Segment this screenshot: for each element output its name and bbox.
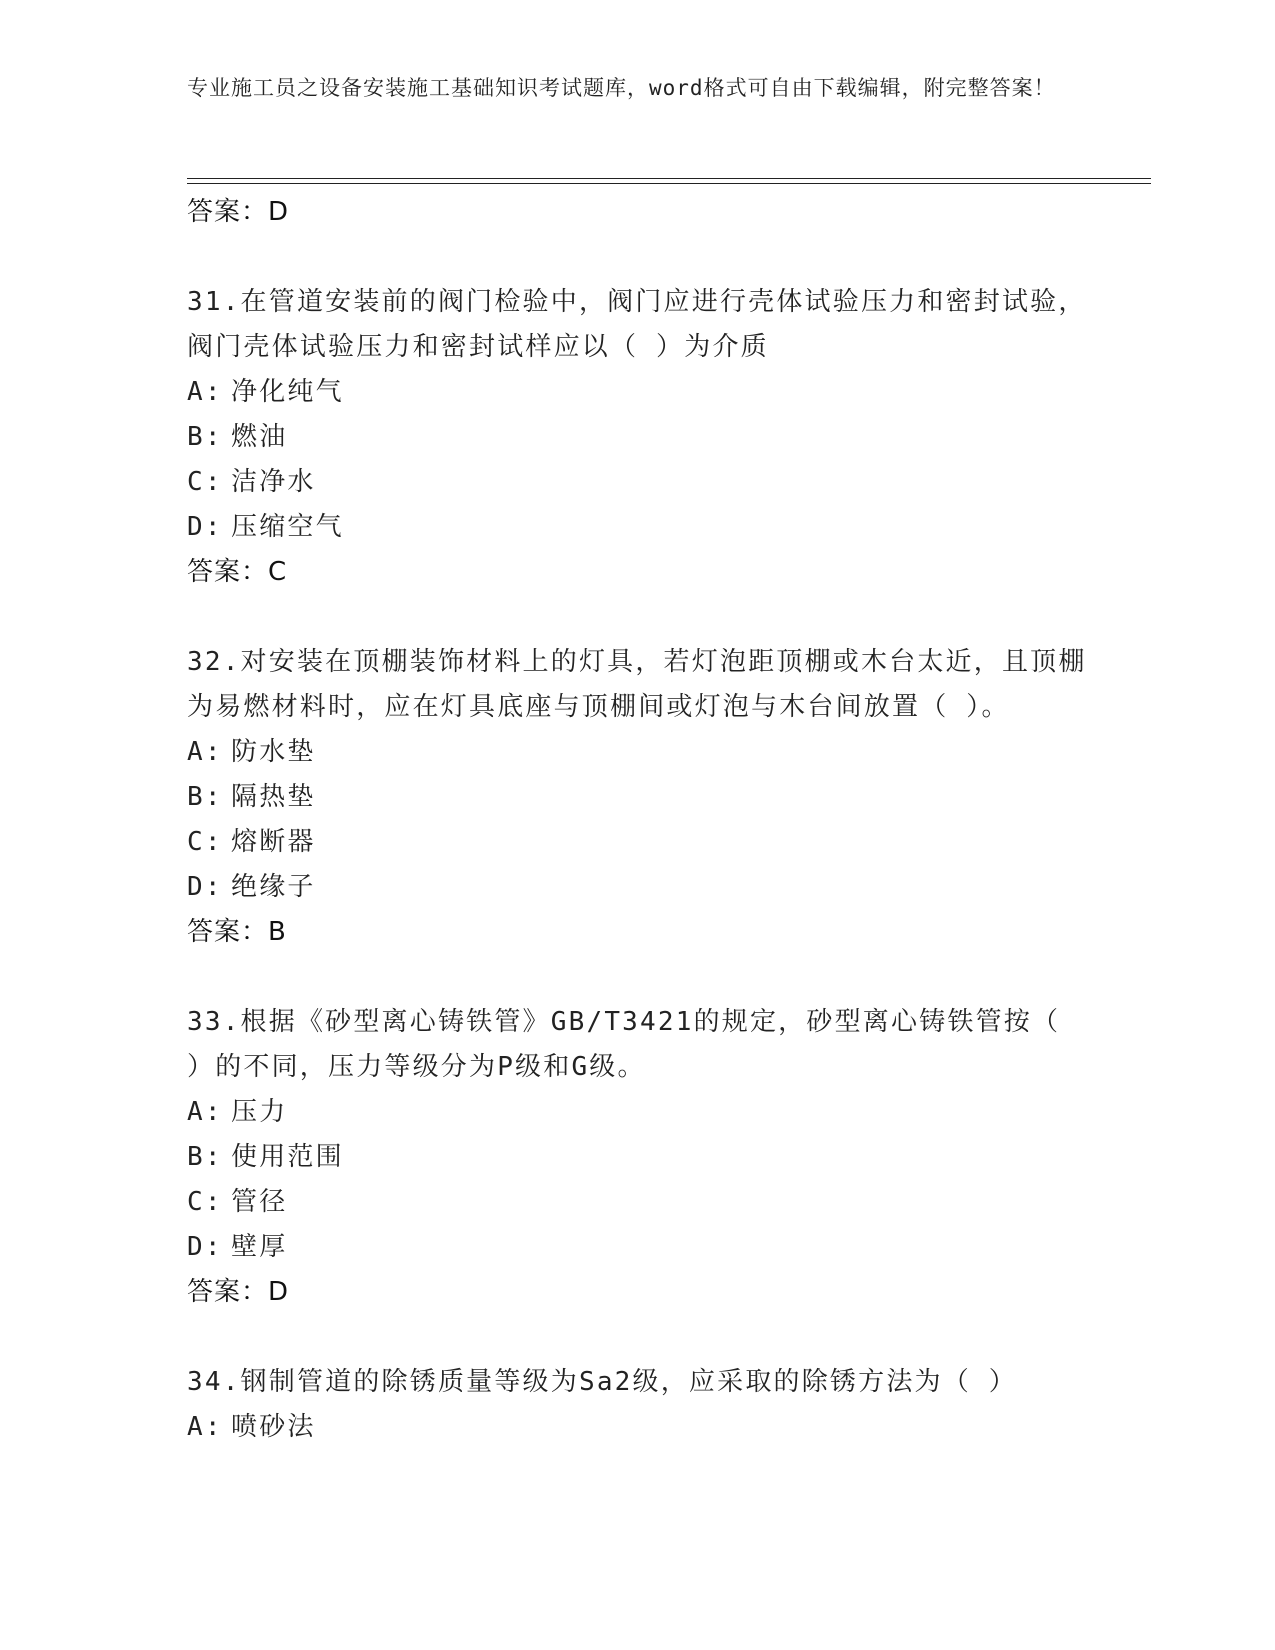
option-letter: B: — [187, 422, 223, 452]
question-list — [187, 190, 1087, 1450]
option-letter: B: — [187, 782, 223, 812]
option-letter: C: — [187, 1187, 223, 1217]
option-letter: A: — [187, 1097, 223, 1127]
option-text: 压缩空气 — [231, 512, 344, 542]
question-33 — [187, 1000, 1087, 1314]
option-letter: D: — [187, 512, 223, 542]
option-text: 喷砂法 — [231, 1412, 316, 1442]
option-text: 防水垫 — [231, 737, 316, 767]
question-34 — [187, 1360, 1087, 1450]
option-text: 燃油 — [231, 422, 288, 452]
option-letter: B: — [187, 1142, 223, 1172]
option-a — [187, 1405, 1087, 1450]
option-d — [187, 1225, 1087, 1270]
option-letter: A: — [187, 377, 223, 407]
option-text: 壁厚 — [231, 1232, 288, 1262]
option-text: 使用范围 — [231, 1142, 344, 1172]
page-header: 专业施工员之设备安装施工基础知识考试题库，word格式可自由下载编辑，附完整答案！ — [187, 76, 1056, 100]
option-letter: A: — [187, 1412, 223, 1442]
answer: 答案：D — [187, 1277, 290, 1307]
option-text: 净化纯气 — [231, 377, 344, 407]
header-divider-bottom — [187, 183, 1151, 184]
option-b — [187, 775, 1087, 820]
option-letter: C: — [187, 467, 223, 497]
option-text: 管径 — [231, 1187, 288, 1217]
option-c — [187, 1180, 1087, 1225]
option-a — [187, 730, 1087, 775]
answer: 答案：B — [187, 917, 287, 947]
option-text: 隔热垫 — [231, 782, 316, 812]
option-a — [187, 1090, 1087, 1135]
question-text: 31.在管道安装前的阀门检验中，阀门应进行壳体试验压力和密封试验，阀门壳体试验压力和密封试样应以（ ）为介质 — [187, 287, 1087, 362]
question-text: 32.对安装在顶棚装饰材料上的灯具，若灯泡距顶棚或木台太近，且顶棚为易燃材料时，应在灯具底座与顶棚间或灯泡与木台间放置（ ）。 — [187, 647, 1087, 722]
header-divider-top — [187, 178, 1151, 179]
option-letter: C: — [187, 827, 223, 857]
option-letter: D: — [187, 872, 223, 902]
answer: 答案：C — [187, 557, 288, 587]
option-d — [187, 865, 1087, 910]
question-32 — [187, 640, 1087, 954]
question-text: 34.钢制管道的除锈质量等级为Sa2级，应采取的除锈方法为（ ） — [187, 1367, 1017, 1397]
option-text: 压力 — [231, 1097, 288, 1127]
option-c — [187, 460, 1087, 505]
option-c — [187, 820, 1087, 865]
option-text: 熔断器 — [231, 827, 316, 857]
question-text: 33.根据《砂型离心铸铁管》GB/T3421的规定，砂型离心铸铁管按（ ）的不同，压力等级分为P级和G级。 — [187, 1007, 1061, 1082]
option-a — [187, 370, 1087, 415]
option-letter: A: — [187, 737, 223, 767]
option-b — [187, 415, 1087, 460]
option-letter: D: — [187, 1232, 223, 1262]
option-text: 绝缘子 — [231, 872, 316, 902]
question-31 — [187, 280, 1087, 594]
option-d — [187, 505, 1087, 550]
option-text: 洁净水 — [231, 467, 316, 497]
option-b — [187, 1135, 1087, 1180]
previous-answer: 答案：D — [187, 197, 290, 227]
